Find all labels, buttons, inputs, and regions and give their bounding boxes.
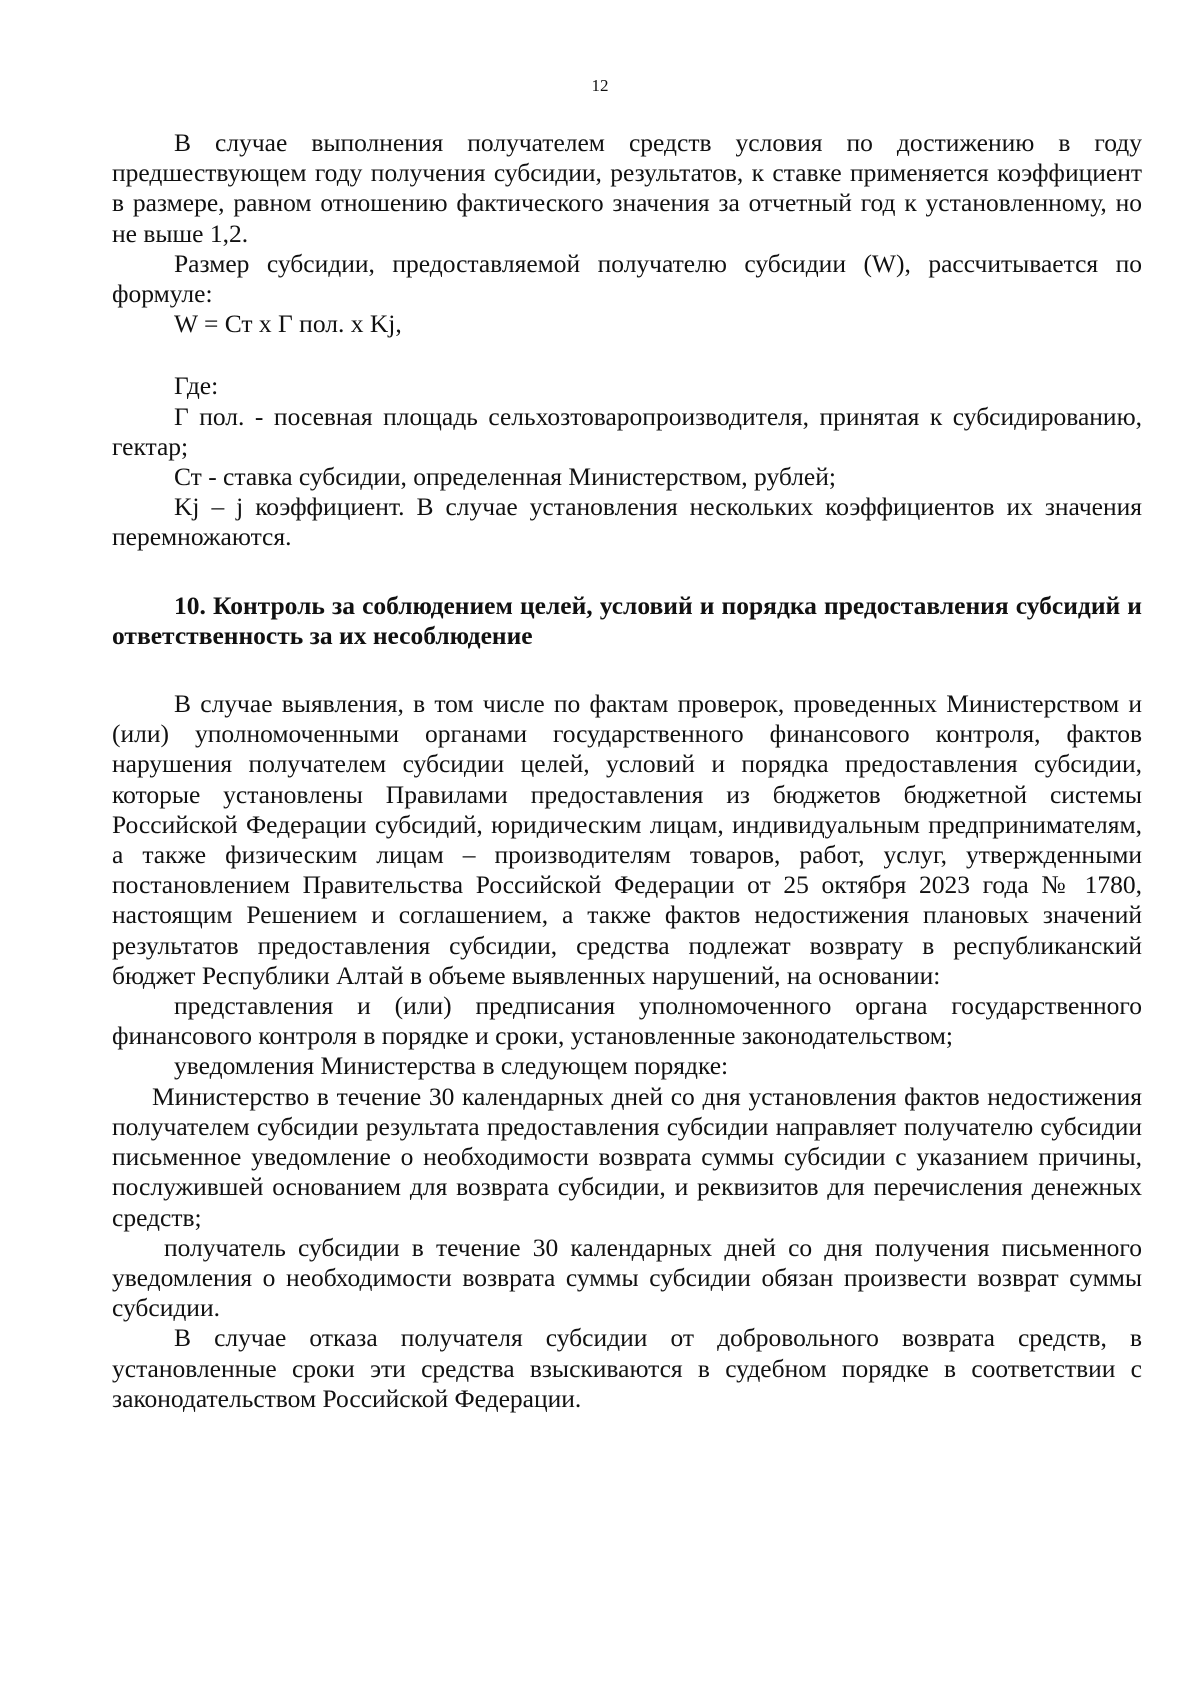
where-label: Где:	[174, 371, 219, 401]
paragraph-court-recovery: В случае отказа получателя субсидии от добровольного возврата средств, в установленные сроки эти средства взыскиваются в судебном порядке в соответствии с законодательством Российской Федерации.	[112, 1323, 1142, 1413]
document-body	[112, 128, 1142, 1414]
definition-area: Г пол. - посевная площадь сельхозтоваропроизводителя, принятая к субсидированию, гектар;	[112, 401, 1142, 461]
paragraph-violations: В случае выявления, в том числе по фактам проверок, проведенных Министерством и (или) уполномоченными органами государственного финансового контроля, фактов нарушения получателем субсидии целей, условий и порядка предоставления субсидии, которые установлены Правилами предоставления из бюджетов бюджетной системы Российской Федерации субсидий, юридическим лицам, индивидуальным предпринимателям, а также физическим лицам – производителям товаров, работ, услуг, утвержденными постановлением Правительства Российской Федерации от 25 октября 2023 года № 1780, настоящим Решением и соглашением, а также фактов недостижения плановых значений результатов предоставления субсидии, средства подлежат возврату в республиканский бюджет Республики Алтай в объеме выявленных нарушений, на основании:	[112, 689, 1142, 990]
paragraph-coefficient: В случае выполнения получателем средств условия по достижению в году предшествующем году получения субсидии, результатов, к ставке применяется коэффициент в размере, равном отношению фактического значения за отчетный год к установленному, но не выше 1,2.	[112, 128, 1142, 248]
definition-coefficient: Kj – j коэффициент. В случае установления нескольких коэффициентов их значения перемножаются.	[112, 492, 1142, 552]
paragraph-subsidy-size: Размер субсидии, предоставляемой получателю субсидии (W), рассчитывается по формуле:	[112, 248, 1142, 309]
paragraph-ministry-deadline: Министерство в течение 30 календарных дней со дня установления фактов недостижения получателем субсидии результата предоставления субсидии направляет получателю субсидии письменное уведомление о необходимости возврата суммы субсидии с указанием причины, послужившей основанием для возврата субсидии, и реквизитов для перечисления денежных средств;	[112, 1081, 1142, 1232]
paragraph-representation: представления и (или) предписания уполномоченного органа государственного финансового контроля в порядке и сроки, установленные законодательством;	[112, 991, 1142, 1051]
paragraph-recipient-return: получатель субсидии в течение 30 календарных дней со дня получения письменного уведомления о необходимости возврата суммы субсидии обязан произвести возврат суммы субсидии.	[112, 1232, 1142, 1323]
paragraph-notification: уведомления Министерства в следующем порядке:	[174, 1051, 729, 1081]
formula: W = Ст х Г пол. х Kj,	[174, 309, 402, 339]
section-heading: 10. Контроль за соблюдением целей, условий и порядка предоставления субсидий и ответственность за их несоблюдение	[112, 590, 1142, 650]
page-number: 12	[591, 76, 609, 95]
definition-rate: Ст - ставка субсидии, определенная Министерством, рублей;	[174, 462, 836, 492]
